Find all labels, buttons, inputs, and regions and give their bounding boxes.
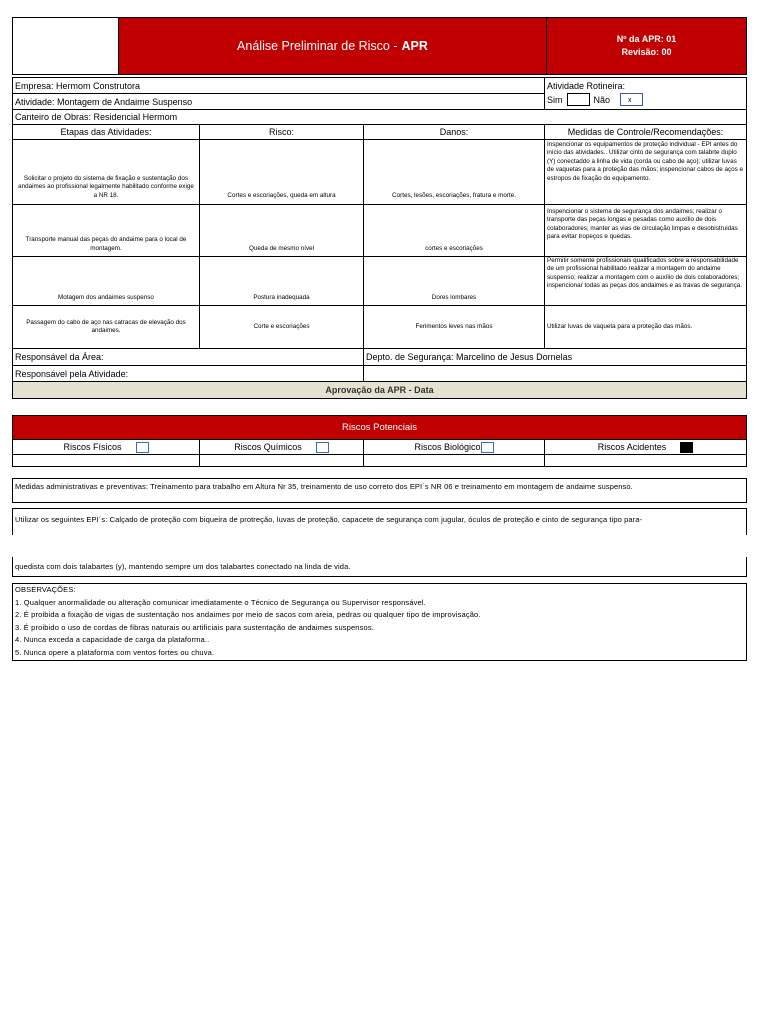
observacao-item-3: 3. É proibido o uso de cordas de fibras naturais ou artificiais para sustentação de andaimes suspensos. xyxy=(15,622,374,632)
medidas-administrativas-text: Medidas administrativas e preventivas: Treinamento para trabalho em Altura Nr 35, treinamento de uso correto dos EPI´s NR 06 e treinamento em montagem de andaime suspenso. xyxy=(15,482,633,491)
aprovacao-apr-text: Aprovação da APR - Data xyxy=(325,385,434,395)
riscos-potenciais-title: Riscos Potenciais xyxy=(342,422,417,433)
epis-box-bottom xyxy=(12,557,747,577)
table-row-3-etapa xyxy=(12,256,200,306)
atividade-text: Atividade: Montagem de Andaime Suspenso xyxy=(15,96,193,107)
apr-number: Nº da APR: 01 xyxy=(616,34,677,44)
table-row-3-medidas-text: Permitir somente profissionais qualificados sobre a responsabilidade de um profissional habilitado realizar a montagem do andaime suspenso; realizar a montagem com o auxílio de dois colaboradores; inspencionar todas as peças dos andaimes e as travas de segurança. xyxy=(547,257,742,290)
table-row-1-danos xyxy=(363,139,545,205)
risco-fisicos-checkbox[interactable] xyxy=(136,442,149,453)
nao-checkbox[interactable] xyxy=(620,93,643,106)
col-header-etapas xyxy=(12,124,200,140)
epis-line-2: quedista com dois talabartes (y), mantendo sempre um dos talabartes conectado na linda de vida. xyxy=(15,562,351,571)
table-row-2-medidas xyxy=(544,204,747,257)
observacao-item-5: 5. Nunca opere a plataforma com ventos fortes ou chuva. xyxy=(15,647,215,657)
table-row-2-etapa xyxy=(12,204,200,257)
table-row-3-danos-text: Dores lombares xyxy=(431,293,477,301)
risco-quimicos-checkbox[interactable] xyxy=(316,442,329,453)
table-row-1-risco-text: Cortes e escoriações, queda em altura xyxy=(227,191,336,199)
page-title xyxy=(119,18,546,74)
col-header-danos xyxy=(363,124,545,140)
table-row-1-etapa xyxy=(12,139,200,205)
responsavel-area-field xyxy=(12,348,364,366)
epis-box-top xyxy=(12,508,747,535)
risco-acidentes-checkbox[interactable] xyxy=(680,442,693,453)
col-header-etapas-text: Etapas das Atividades: xyxy=(60,127,152,137)
depto-seguranca-field xyxy=(363,348,747,366)
table-row-3-danos xyxy=(363,256,545,306)
sim-label: Sim xyxy=(547,94,563,105)
table-row-3-etapa-text: Motagem dos andaimes suspenso xyxy=(58,293,154,301)
table-row-2-risco-text: Queda de mesmo nível xyxy=(248,244,315,252)
risco-fisicos xyxy=(12,439,200,455)
rotineira-box xyxy=(544,77,747,110)
col-header-medidas xyxy=(544,124,747,140)
risco-acidentes-label: Riscos Acidentes xyxy=(597,442,667,452)
canteiro-field xyxy=(12,109,747,125)
risco-acidentes xyxy=(544,439,747,455)
canteiro-text: Canteiro de Obras: Residencial Hermom xyxy=(15,112,178,122)
nao-label: Não xyxy=(593,94,611,105)
epis-line-1: Utilizar os seguintes EPI´s: Calçado de proteção com biqueira de protreção, luvas de proteção, capacete de segurança com jugular, óculos de proteção e cinto de segurança tipo para- xyxy=(15,515,643,524)
risco-quimicos-label: Riscos Químicos xyxy=(234,442,302,452)
table-row-4-etapa xyxy=(12,305,200,349)
table-row-1-medidas xyxy=(544,139,747,205)
table-row-2-medidas-text: Inspencionar o sistema de segurança dos andaimes; realizar o transporte das peças longas e pesadas como auxílio de dois colaboradores; manter as vias de circulação limpas e desobistruidas para evitar tropeços e quedas. xyxy=(547,208,738,241)
table-row-2-risco xyxy=(199,204,364,257)
col-header-danos-text: Danos: xyxy=(439,127,469,137)
depto-seguranca-text: Depto. de Segurança: Marcelino de Jesus Dornelas xyxy=(366,352,573,362)
table-row-4-danos-text: Ferimentos leves nas mãos xyxy=(415,322,493,330)
table-row-1-danos-text: Cortes, lesões, escoriações, fratura e morte. xyxy=(392,191,516,199)
table-row-4-etapa-text: Passagem do cabo de aço nas catracas de elevação dos andaimes. xyxy=(26,318,186,334)
aprovacao-apr-row xyxy=(12,381,747,399)
apr-header xyxy=(12,17,747,75)
medidas-administrativas-box xyxy=(12,478,747,503)
sim-checkbox[interactable] xyxy=(567,93,590,106)
responsavel-area-text: Responsável da Área: xyxy=(15,352,104,362)
responsavel-atividade-text: Responsável pela Atividade: xyxy=(15,368,129,379)
risco-biologico xyxy=(363,439,545,455)
risco-fisicos-label: Riscos Físicos xyxy=(63,442,122,452)
rotineira-label: Atividade Rotineira: xyxy=(547,81,626,91)
observacao-item-2: 2. É proibida a fixação de vigas de sustentação nos andaimes por meio de sacos com areia, pedras ou qualquer tipo de improvisação. xyxy=(15,610,481,619)
table-row-4-medidas-text: Utilizar luvas de vaqueta para a proteção das mãos. xyxy=(547,322,693,330)
col-header-medidas-text: Medidas de Controle/Recomendações: xyxy=(567,127,724,137)
table-row-2-danos-text: cortes e escoriações xyxy=(425,244,483,252)
table-row-3-risco-text: Postura inadequada xyxy=(253,293,310,301)
observacoes-box xyxy=(12,583,747,661)
apr-number-box xyxy=(546,18,746,74)
table-row-1-etapa-text: Solicitar o projeto do sistema de fixação e sustentação dos andaimes ao profissional legalmente habilitado conforme exige a NR 18. xyxy=(18,174,194,199)
title-main: Análise Preliminar de Risco - xyxy=(237,39,398,53)
responsavel-atividade-field xyxy=(12,365,364,382)
table-row-2-danos xyxy=(363,204,545,257)
col-header-risco-text: Risco: xyxy=(268,127,294,137)
table-row-4-danos xyxy=(363,305,545,349)
table-row-4-risco-text: Corte e escoriações xyxy=(253,322,310,330)
riscos-blank-2 xyxy=(199,454,364,467)
riscos-blank-1 xyxy=(12,454,200,467)
empresa-text: Empresa: Hermom Construtora xyxy=(15,80,141,91)
responsavel-atividade-blank xyxy=(363,365,747,382)
riscos-blank-3 xyxy=(363,454,545,467)
empresa-field xyxy=(12,77,545,94)
observacao-item-1: 1. Qualquer anormalidade ou alteração comunicar imediatamente o Técnico de Segurança ou Supervisor responsável. xyxy=(15,597,426,607)
table-row-1-medidas-text: Inspencionar os equipamentos de proteção individual - EPI antes do início das atividades.. Utilizar cinto de segurança com talabrte duplo (Y) conectaddo a linha de vida (corda ou cabo de aço); utilizar luvas de vaquetas para a proteção das mãos; inspencionar cabos de aços e estropos de fixação do equipamento. xyxy=(547,141,744,182)
table-row-4-medidas xyxy=(544,305,747,349)
table-row-2-etapa-text: Transporte manual das peças do andaime para o local de montagem. xyxy=(25,236,187,252)
table-row-1-risco xyxy=(199,139,364,205)
riscos-blank-4 xyxy=(544,454,747,467)
logo-placeholder xyxy=(13,18,119,74)
observacoes-title: OBSERVAÇÕES: xyxy=(15,585,76,594)
risco-quimicos xyxy=(199,439,364,455)
title-bold: APR xyxy=(401,39,428,53)
table-row-3-risco xyxy=(199,256,364,306)
risco-biologico-label: Riscos Biológico xyxy=(414,442,481,452)
nao-mark: x xyxy=(628,97,632,104)
riscos-potenciais-header xyxy=(12,415,747,440)
apr-revision: Revisão: 00 xyxy=(621,47,672,57)
atividade-field xyxy=(12,93,545,110)
table-row-3-medidas xyxy=(544,256,747,306)
table-row-4-risco xyxy=(199,305,364,349)
risco-biologico-checkbox[interactable] xyxy=(481,442,494,453)
observacao-item-4: 4. Nunca exceda a capacidade de carga da plataforma.. xyxy=(15,635,210,644)
col-header-risco xyxy=(199,124,364,140)
